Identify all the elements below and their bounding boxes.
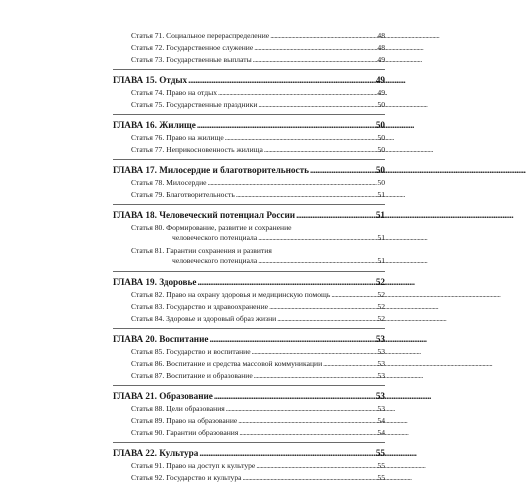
toc-chapter xyxy=(113,328,385,385)
article-page-number: 49 xyxy=(377,88,385,97)
article-page-number: 50 xyxy=(377,145,385,154)
toc-article-entry[interactable] xyxy=(131,177,385,189)
dot-leader xyxy=(226,403,377,415)
toc-article-entry[interactable] xyxy=(131,472,385,484)
toc-chapter xyxy=(113,28,385,69)
article-title: Статья 79. Благотворительность xyxy=(131,190,235,199)
article-page-number: 49 xyxy=(377,55,385,64)
toc-article-entry[interactable] xyxy=(131,222,385,245)
dot-leader xyxy=(252,346,377,358)
article-page-number: 55 xyxy=(377,473,385,482)
article-list xyxy=(113,222,385,271)
toc-article-entry[interactable] xyxy=(131,460,385,472)
article-page-number: 51 xyxy=(377,256,385,265)
dot-leader xyxy=(253,54,377,66)
chapter-title: ГЛАВА 15. Отдых xyxy=(113,75,188,85)
article-list xyxy=(113,87,385,114)
toc-chapter xyxy=(113,204,385,271)
article-list xyxy=(113,403,385,442)
toc-chapter xyxy=(113,159,385,204)
dot-leader xyxy=(323,358,376,370)
article-title: Статья 87. Воспитание и образование xyxy=(131,371,253,380)
toc-article-entry[interactable] xyxy=(131,87,385,99)
article-title: Статья 80. Формирование, развитие и сохранение xyxy=(131,223,292,232)
article-list xyxy=(113,289,385,328)
article-title: Статья 89. Право на образование xyxy=(131,416,238,425)
dot-leader xyxy=(214,389,375,403)
chapter-title: ГЛАВА 22. Культура xyxy=(113,448,199,458)
article-title-continuation: человеческого потенциала xyxy=(172,233,258,242)
toc-article-entry[interactable] xyxy=(131,370,385,382)
chapter-heading[interactable] xyxy=(113,70,385,87)
chapter-heading[interactable] xyxy=(113,115,385,132)
dot-leader xyxy=(256,460,376,472)
article-page-number: 50 xyxy=(377,100,385,109)
article-page-number: 48 xyxy=(377,31,385,40)
article-title-continuation: человеческого потенциала xyxy=(172,256,258,265)
chapter-heading[interactable] xyxy=(113,160,385,177)
article-title: Статья 76. Право на жилище xyxy=(131,133,224,142)
toc-article-entry[interactable] xyxy=(131,42,385,54)
dot-leader xyxy=(208,177,377,189)
dot-leader xyxy=(269,301,376,313)
chapter-heading[interactable] xyxy=(113,329,385,346)
toc-article-entry[interactable] xyxy=(131,54,385,66)
toc-chapter xyxy=(113,114,385,159)
toc-chapter xyxy=(113,442,385,487)
chapter-title: ГЛАВА 18. Человеческий потенциал России xyxy=(113,210,296,220)
dot-leader xyxy=(236,189,377,201)
article-title: Статья 82. Право на охрану здоровья и медицинскую помощь xyxy=(131,290,331,299)
toc-chapter xyxy=(113,271,385,328)
dot-leader xyxy=(209,332,374,346)
chapter-heading[interactable] xyxy=(113,205,385,222)
dot-leader xyxy=(188,73,375,87)
article-page-number: 50 xyxy=(377,133,385,142)
toc-article-entry[interactable] xyxy=(131,289,385,301)
article-title: Статья 91. Право на доступ к культуре xyxy=(131,461,256,470)
article-title: Статья 81. Гарантии сохранения и развития xyxy=(131,246,272,255)
article-page-number: 50 xyxy=(377,178,385,187)
chapter-heading[interactable] xyxy=(113,443,385,460)
toc-chapter xyxy=(113,69,385,114)
dot-leader xyxy=(254,42,376,54)
chapter-heading[interactable] xyxy=(113,386,385,403)
toc-chapter xyxy=(113,385,385,442)
article-page-number: 52 xyxy=(377,290,385,299)
toc-article-entry[interactable] xyxy=(131,189,385,201)
article-list xyxy=(113,177,385,204)
chapter-page-number: 53 xyxy=(375,391,385,401)
chapter-title: ГЛАВА 20. Воспитание xyxy=(113,334,209,344)
article-title: Статья 86. Воспитание и средства массовой коммуникации xyxy=(131,359,323,368)
dot-leader xyxy=(238,415,376,427)
toc-article-entry[interactable] xyxy=(131,403,385,415)
chapter-heading[interactable] xyxy=(113,272,385,289)
dot-leader xyxy=(258,233,376,243)
chapter-page-number: 50 xyxy=(375,165,385,175)
dot-leader xyxy=(264,144,377,156)
article-page-number: 48 xyxy=(377,43,385,52)
article-list xyxy=(113,28,385,69)
article-title: Статья 85. Государство и воспитание xyxy=(131,347,251,356)
chapter-title: ГЛАВА 21. Образование xyxy=(113,391,213,401)
article-title: Статья 71. Социальное перераспределение xyxy=(131,31,270,40)
dot-leader xyxy=(199,446,374,460)
article-list xyxy=(113,460,385,487)
toc-article-entry[interactable] xyxy=(131,245,385,268)
dot-leader xyxy=(254,370,377,382)
chapter-page-number: 53 xyxy=(375,334,385,344)
article-title: Статья 74. Право на отдых xyxy=(131,88,218,97)
article-list xyxy=(113,346,385,385)
chapter-title: ГЛАВА 17. Милосердие и благотворительность xyxy=(113,165,309,175)
toc-article-entry[interactable] xyxy=(131,415,385,427)
article-title: Статья 88. Цели образования xyxy=(131,404,225,413)
article-title: Статья 72. Государственное служение xyxy=(131,43,254,52)
article-page-number: 55 xyxy=(377,461,385,470)
toc-article-entry[interactable] xyxy=(131,358,385,370)
dot-leader xyxy=(197,118,375,132)
toc-article-entry[interactable] xyxy=(131,144,385,156)
toc-article-entry[interactable] xyxy=(131,132,385,144)
article-page-number: 53 xyxy=(377,404,385,413)
chapter-title: ГЛАВА 19. Здоровье xyxy=(113,277,197,287)
article-page-number: 51 xyxy=(377,233,385,242)
article-page-number: 52 xyxy=(377,302,385,311)
dot-leader xyxy=(277,313,376,325)
article-page-number: 53 xyxy=(377,371,385,380)
article-title: Статья 77. Неприкосновенность жилища xyxy=(131,145,263,154)
dot-leader xyxy=(239,427,376,439)
article-list xyxy=(113,132,385,159)
dot-leader xyxy=(270,30,376,42)
dot-leader xyxy=(197,275,374,289)
article-page-number: 53 xyxy=(377,359,385,368)
toc-article-entry[interactable] xyxy=(131,99,385,111)
dot-leader xyxy=(331,289,376,301)
article-title: Статья 73. Государственные выплаты xyxy=(131,55,252,64)
dot-leader xyxy=(296,208,375,222)
table-of-contents xyxy=(113,28,385,487)
toc-article-entry[interactable] xyxy=(131,313,385,325)
dot-leader xyxy=(218,87,376,99)
toc-article-entry[interactable] xyxy=(131,30,385,42)
chapter-page-number: 50 xyxy=(375,120,385,130)
chapter-page-number: 49 xyxy=(375,75,385,85)
dot-leader xyxy=(258,99,376,111)
dot-leader xyxy=(258,256,376,266)
chapter-page-number: 55 xyxy=(375,448,385,458)
article-title: Статья 75. Государственные праздники xyxy=(131,100,258,109)
article-title: Статья 92. Государство и культура xyxy=(131,473,242,482)
toc-article-entry[interactable] xyxy=(131,301,385,313)
toc-article-entry[interactable] xyxy=(131,427,385,439)
dot-leader xyxy=(243,472,377,484)
chapter-page-number: 51 xyxy=(375,210,385,220)
article-page-number: 54 xyxy=(377,416,385,425)
dot-leader xyxy=(310,163,375,177)
article-page-number: 52 xyxy=(377,314,385,323)
article-page-number: 53 xyxy=(377,347,385,356)
article-title: Статья 78. Милосердие xyxy=(131,178,207,187)
article-page-number: 54 xyxy=(377,428,385,437)
article-title: Статья 84. Здоровье и здоровый образ жизни xyxy=(131,314,277,323)
chapter-page-number: 52 xyxy=(375,277,385,287)
article-page-number: 51 xyxy=(377,190,385,199)
article-title: Статья 90. Гарантии образования xyxy=(131,428,239,437)
chapter-title: ГЛАВА 16. Жилище xyxy=(113,120,196,130)
article-title: Статья 83. Государство и здравоохранение xyxy=(131,302,269,311)
dot-leader xyxy=(225,132,377,144)
toc-article-entry[interactable] xyxy=(131,346,385,358)
